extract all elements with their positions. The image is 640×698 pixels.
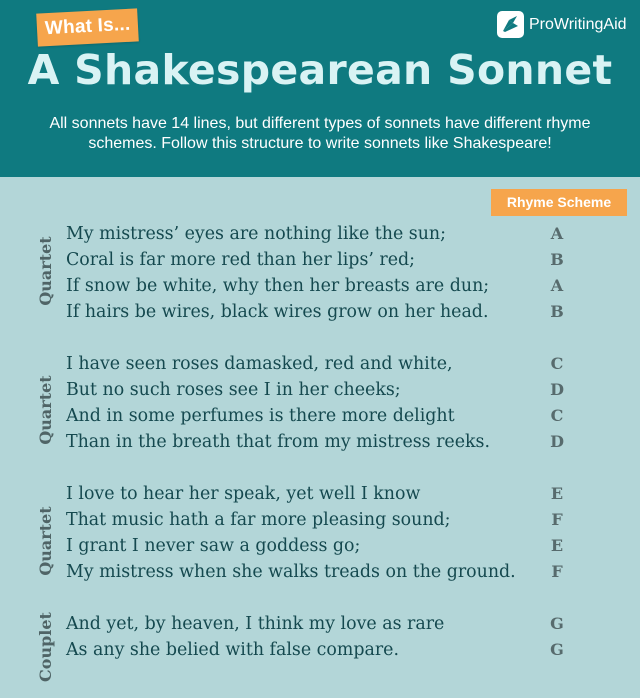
poem-line: I have seen roses damasked, red and white, xyxy=(66,354,453,374)
poem-line: And in some perfumes is there more delight xyxy=(66,406,455,426)
brand-name: ProWritingAid xyxy=(529,15,627,33)
rhyme-letter: G xyxy=(550,614,564,633)
stanza-label: Couplet xyxy=(36,612,55,682)
poem-line: As any she belied with false compare. xyxy=(66,640,399,660)
rhyme-letter: C xyxy=(550,406,564,425)
stanza-label: Quartet xyxy=(36,506,55,576)
rhyme-letter: E xyxy=(550,536,564,555)
rhyme-letter: D xyxy=(550,432,564,451)
stanza-label: Quartet xyxy=(36,236,55,306)
stanza-label: Quartet xyxy=(36,375,55,445)
rhyme-letter: D xyxy=(550,380,564,399)
rhyme-scheme-label: Rhyme Scheme xyxy=(491,189,627,216)
rhyme-letter: A xyxy=(550,224,564,243)
poem-line: Than in the breath that from my mistress reeks. xyxy=(66,432,491,452)
poem-line: That music hath a far more pleasing sound; xyxy=(66,510,451,530)
poem-line: My mistress’ eyes are nothing like the sun; xyxy=(66,224,446,244)
poem-line: Coral is far more red than her lips’ red; xyxy=(66,250,416,270)
poem-line: If hairs be wires, black wires grow on her head. xyxy=(66,302,489,322)
poem-line: My mistress when she walks treads on the ground. xyxy=(66,562,516,582)
rhyme-letter: F xyxy=(551,562,563,581)
rhyme-letter: E xyxy=(550,484,564,503)
header-banner xyxy=(0,0,640,177)
page-subtitle: All sonnets have 14 lines, but different types of sonnets have different rhyme schemes. Follow this structure to write sonnets like Shakespeare! xyxy=(49,115,591,152)
poem-line: If snow be white, why then her breasts are dun; xyxy=(66,276,490,296)
rhyme-letter: G xyxy=(550,640,564,659)
page-title: A Shakespearean Sonnet xyxy=(27,46,613,94)
rhyme-letter: F xyxy=(551,510,563,529)
rhyme-letter: B xyxy=(550,302,564,321)
rhyme-letter: A xyxy=(550,276,564,295)
prowritingaid-logo-icon xyxy=(497,11,524,38)
poem-line: I love to hear her speak, yet well I know xyxy=(66,484,421,504)
poem-line: I grant I never saw a goddess go; xyxy=(66,536,361,556)
rhyme-letter: C xyxy=(550,354,564,373)
poem-line: But no such roses see I in her cheeks; xyxy=(66,380,401,400)
poem-line: And yet, by heaven, I think my love as rare xyxy=(66,614,445,634)
brand xyxy=(497,11,627,38)
what-is-tag: What Is... xyxy=(36,8,139,46)
rhyme-letter: B xyxy=(550,250,564,269)
